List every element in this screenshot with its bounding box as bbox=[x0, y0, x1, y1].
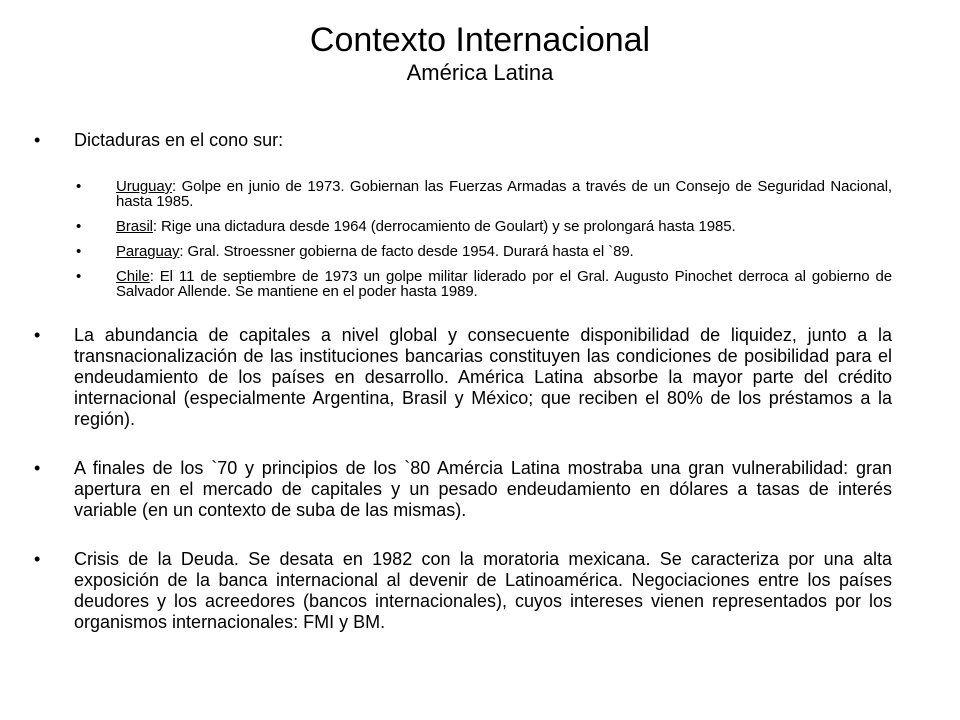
bullet-icon: • bbox=[76, 218, 82, 235]
bullet-icon: • bbox=[34, 458, 41, 478]
bullet-icon: • bbox=[34, 325, 41, 345]
paragraph-capitales bbox=[34, 325, 892, 430]
country-name: Uruguay bbox=[116, 178, 172, 195]
country-name: Chile bbox=[116, 268, 150, 285]
country-item-chile bbox=[76, 269, 892, 299]
country-text: : Golpe en junio de 1973. Gobiernan las Fuerzas Armadas a través de un Consejo de Seguridad Nacional, hasta 1985. bbox=[116, 178, 892, 210]
bullet-icon: • bbox=[34, 549, 41, 569]
paragraph-vulnerabilidad bbox=[34, 458, 892, 521]
paragraph-text: A finales de los `70 y principios de los `80 Amércia Latina mostraba una gran vulnerabilidad: gran apertura en el mercado de capitales y un pesado endeudamiento en dólares a tasas de interés variable (en un contexto de suba de las mismas). bbox=[74, 458, 892, 520]
country-name: Brasil bbox=[116, 218, 153, 235]
slide-title: Contexto Internacional bbox=[309, 21, 651, 59]
intro-text: Dictaduras en el cono sur: bbox=[74, 130, 284, 150]
title-block bbox=[0, 20, 960, 86]
country-item-brasil bbox=[76, 219, 892, 234]
bullet-icon: • bbox=[76, 243, 82, 260]
bullet-icon: • bbox=[34, 130, 41, 150]
country-text: : Gral. Stroessner gobierna de facto desde 1954. Durará hasta el `89. bbox=[179, 243, 634, 260]
slide-content bbox=[34, 130, 892, 633]
paragraph-text: La abundancia de capitales a nivel global y consecuente disponibilidad de liquidez, junto a la transnacionalización de las instituciones bancarias constituyen las condiciones de posibilidad para el endeudamiento de los países en desarrollo. América Latina absorbe la mayor parte del crédito internacional (especialmente Argentina, Brasil y México; que reciben el 80% de los préstamos a la región). bbox=[74, 325, 892, 429]
country-list bbox=[34, 179, 892, 299]
bullet-icon: • bbox=[76, 178, 82, 195]
country-name: Paraguay bbox=[116, 243, 180, 260]
country-text: : El 11 de septiembre de 1973 un golpe militar liderado por el Gral. Augusto Pinochet derroca al gobierno de Salvador Allende. Se mantiene en el poder hasta 1989. bbox=[116, 268, 892, 300]
bullet-dictaduras bbox=[34, 130, 892, 151]
bullet-icon: • bbox=[76, 268, 82, 285]
slide-subtitle: América Latina bbox=[406, 60, 554, 85]
country-text: : Rige una dictadura desde 1964 (derrocamiento de Goulart) y se prolongará hasta 1985. bbox=[152, 218, 736, 235]
country-item-paraguay bbox=[76, 244, 892, 259]
country-item-uruguay bbox=[76, 179, 892, 209]
paragraph-text: Crisis de la Deuda. Se desata en 1982 con la moratoria mexicana. Se caracteriza por una alta exposición de la banca internacional al devenir de Latinoamérica. Negociaciones entre los países deudores y los acreedores (bancos internacionales), cuyos intereses vienen representados por los organismos internacionales: FMI y BM. bbox=[74, 549, 892, 632]
paragraph-crisis-deuda bbox=[34, 549, 892, 633]
